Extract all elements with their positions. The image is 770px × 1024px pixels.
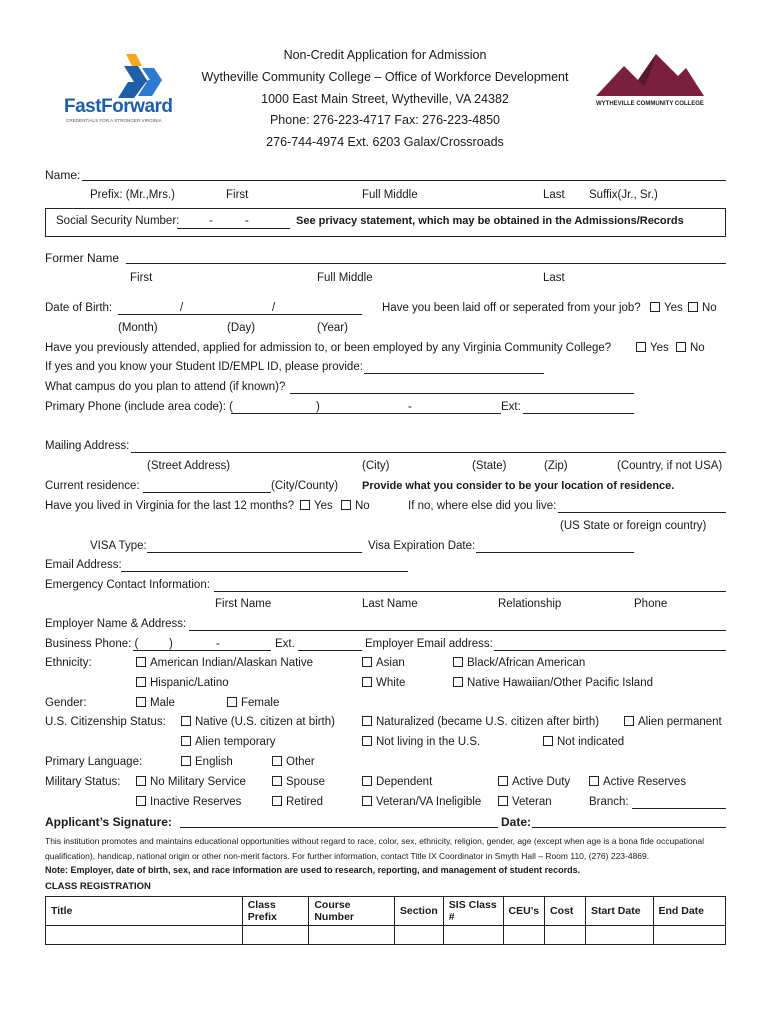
military-option[interactable] (362, 776, 432, 788)
col-cost: Cost (545, 897, 586, 926)
business-ext-label: Ext. (275, 638, 295, 650)
registration-title: CLASS REGISTRATION (45, 881, 151, 892)
college-address: 1000 East Main Street, Wytheville, VA 24382 (261, 92, 509, 106)
residence-suffix: (City/County) (271, 480, 339, 492)
residence-label: Current residence: (45, 480, 140, 492)
dob-label: Date of Birth: (45, 302, 113, 314)
gender-checkbox[interactable] (136, 697, 146, 707)
phone-dash: - (408, 401, 412, 413)
col-ceus: CEU’s (503, 897, 545, 926)
ssn-field[interactable] (177, 228, 290, 229)
military-checkbox[interactable] (272, 776, 282, 786)
military-label: Military Status: (45, 776, 121, 788)
fastforward-logo (62, 52, 174, 126)
ethnicity-option-label: White (376, 677, 406, 689)
emergency-relationship-hint: Relationship (498, 598, 562, 610)
fastforward-chevron-icon (62, 52, 174, 102)
virginia-where-label: If no, where else did you live: (408, 500, 557, 512)
business-phone-field[interactable] (133, 650, 271, 651)
ethnicity-option-label: American Indian/Alaskan Native (150, 657, 313, 669)
former-name-field[interactable] (126, 263, 726, 264)
ethnicity-checkbox[interactable] (136, 657, 146, 667)
wcc-wordmark: WYTHEVILLE COMMUNITY COLLEGE (596, 101, 704, 107)
phone-close-paren: ) (316, 401, 320, 413)
wcc-logo (594, 48, 706, 112)
college-galax-phone: 276-744-4974 Ext. 6203 Galax/Crossroads (266, 135, 504, 149)
citizenship-checkbox[interactable] (543, 736, 553, 746)
military-option[interactable] (136, 796, 241, 808)
citizenship-checkbox[interactable] (181, 736, 191, 746)
language-label: Primary Language: (45, 756, 143, 768)
signature-label: Applicant’s Signature: (45, 815, 172, 829)
citizenship-option-label: Alien permanent (638, 716, 722, 728)
registration-table (45, 896, 726, 945)
phone-ext-field[interactable] (523, 413, 634, 414)
military-checkbox[interactable] (498, 776, 508, 786)
student-id-label: If yes and you know your Student ID/EMPL ID, please provide: (45, 361, 363, 373)
citizenship-option[interactable] (181, 716, 335, 728)
military-option[interactable] (589, 776, 686, 788)
signature-field[interactable] (180, 827, 498, 828)
virginia-no-checkbox[interactable] (341, 500, 351, 510)
laid-off-yes[interactable] (650, 302, 683, 314)
military-option-label: Spouse (286, 776, 326, 788)
citizenship-option[interactable] (362, 736, 480, 748)
laid-off-no[interactable] (688, 302, 717, 314)
ssn-label: Social Security Number: (56, 215, 180, 227)
fastforward-tagline: CREDENTIALS FOR A STRONGER VIRGINIA (66, 118, 162, 123)
ethnicity-option[interactable] (453, 677, 653, 689)
ethnicity-checkbox[interactable] (453, 677, 463, 687)
citizenship-option-label: Not living in the U.S. (376, 736, 481, 748)
registration-cell[interactable] (443, 926, 503, 945)
language-option[interactable] (272, 756, 315, 768)
virginia-question: Have you lived in Virginia for the last 12 months? (45, 500, 295, 512)
gender-option-label: Female (241, 697, 280, 709)
registration-cell[interactable] (545, 926, 586, 945)
ethnicity-option-label: Hispanic/Latino (150, 677, 229, 689)
residence-field[interactable] (143, 492, 271, 493)
form-title: Non-Credit Application for Admission (283, 48, 487, 62)
citizenship-option-label: Alien temporary (195, 736, 276, 748)
name-first-hint: First (226, 189, 249, 201)
email-label: Email Address: (45, 559, 122, 571)
military-checkbox[interactable] (272, 796, 282, 806)
dob-field[interactable] (118, 314, 362, 315)
col-class-prefix: Class Prefix (242, 897, 309, 926)
college-office: Wytheville Community College – Office of Workforce Development (201, 70, 569, 84)
military-option-label: Veteran/VA Ineligible (376, 796, 482, 808)
citizenship-option-label: Not indicated (557, 736, 625, 748)
name-middle-hint: Full Middle (362, 189, 418, 201)
residence-note: Provide what you consider to be your location of residence. (362, 480, 675, 492)
military-option[interactable] (272, 796, 323, 808)
former-name-label: Former Name (45, 251, 120, 265)
gender-checkbox[interactable] (227, 697, 237, 707)
email-field[interactable] (121, 571, 408, 572)
visa-expiration-field[interactable] (476, 552, 634, 553)
employer-label: Employer Name & Address: (45, 618, 187, 630)
gender-label: Gender: (45, 697, 87, 709)
military-checkbox[interactable] (136, 796, 146, 806)
virginia-no[interactable] (341, 500, 370, 512)
citizenship-option[interactable] (181, 736, 276, 748)
ethnicity-option[interactable] (362, 677, 405, 689)
laid-off-no-label: No (702, 302, 717, 314)
ssn-dash-2: - (245, 215, 249, 227)
military-option-label: Veteran (512, 796, 552, 808)
business-ext-field[interactable] (298, 650, 362, 651)
student-id-field[interactable] (364, 373, 544, 374)
ethnicity-checkbox[interactable] (362, 677, 372, 687)
visa-type-field[interactable] (147, 552, 362, 553)
dob-slash-2: / (272, 302, 276, 314)
military-checkbox[interactable] (136, 776, 146, 786)
dob-day-hint: (Day) (227, 322, 256, 334)
ssn-dash-1: - (209, 215, 213, 227)
citizenship-checkbox[interactable] (624, 716, 634, 726)
citizenship-option[interactable] (362, 716, 599, 728)
registration-cell[interactable] (585, 926, 653, 945)
gender-option[interactable] (136, 697, 175, 709)
language-checkbox[interactable] (181, 756, 191, 766)
military-option[interactable] (136, 776, 246, 788)
attended-yes[interactable] (636, 342, 669, 354)
citizenship-option-label: Native (U.S. citizen at birth) (195, 716, 335, 728)
virginia-yes-label: Yes (314, 500, 333, 512)
primary-phone-field[interactable] (231, 413, 501, 414)
dob-slash-1: / (180, 302, 184, 314)
language-option-label: English (195, 756, 233, 768)
mountain-icon (594, 48, 706, 100)
date-field[interactable] (532, 827, 726, 828)
gender-option-label: Male (150, 697, 175, 709)
citizenship-option[interactable] (543, 736, 624, 748)
privacy-note: See privacy statement, which may be obtained in the Admissions/Records (296, 215, 684, 227)
employer-field[interactable] (189, 630, 726, 631)
dob-month-hint: (Month) (118, 322, 158, 334)
col-start-date: Start Date (585, 897, 653, 926)
military-checkbox[interactable] (498, 796, 508, 806)
visa-expiration-label: Visa Expiration Date: (368, 540, 476, 552)
ethnicity-checkbox[interactable] (136, 677, 146, 687)
former-first-hint: First (130, 272, 153, 284)
mailing-field[interactable] (131, 452, 726, 453)
dob-year-hint: (Year) (317, 322, 348, 334)
registration-cell[interactable] (653, 926, 726, 945)
attended-yes-label: Yes (650, 342, 669, 354)
phone-ext-label: Ext: (501, 401, 521, 413)
military-checkbox[interactable] (589, 776, 599, 786)
military-option-label: Active Duty (512, 776, 571, 788)
citizenship-checkbox[interactable] (362, 736, 372, 746)
attended-no-checkbox[interactable] (676, 342, 686, 352)
military-option[interactable] (498, 776, 570, 788)
emergency-phone-hint: Phone (634, 598, 668, 610)
registration-header-row (46, 897, 726, 926)
attended-no-label: No (690, 342, 705, 354)
name-field[interactable] (82, 180, 726, 181)
ethnicity-option-label: Asian (376, 657, 405, 669)
citizenship-checkbox[interactable] (362, 716, 372, 726)
laid-off-yes-checkbox[interactable] (650, 302, 660, 312)
col-course-number: Course Number (309, 897, 395, 926)
emergency-field[interactable] (214, 591, 726, 592)
employer-email-field[interactable] (494, 650, 726, 651)
ethnicity-option[interactable] (453, 657, 585, 669)
mailing-street-hint: (Street Address) (147, 460, 231, 472)
emergency-label: Emergency Contact Information: (45, 579, 210, 591)
military-option-label: Inactive Reserves (150, 796, 242, 808)
virginia-yes-checkbox[interactable] (300, 500, 310, 510)
ethnicity-checkbox[interactable] (362, 657, 372, 667)
language-option[interactable] (181, 756, 233, 768)
ethnicity-option-label: Black/African American (467, 657, 586, 669)
military-checkbox[interactable] (362, 796, 372, 806)
registration-cell[interactable] (46, 926, 243, 945)
military-checkbox[interactable] (362, 776, 372, 786)
attended-no[interactable] (676, 342, 705, 354)
military-option[interactable] (362, 796, 481, 808)
campus-field[interactable] (290, 393, 634, 394)
military-option-label: Dependent (376, 776, 433, 788)
business-phone-label: Business Phone: ( (45, 638, 139, 650)
military-option-label: Retired (286, 796, 324, 808)
attended-yes-checkbox[interactable] (636, 342, 646, 352)
records-note: Note: Employer, date of birth, sex, and race information are used to research, reporting, and management of student records. (45, 865, 581, 875)
virginia-where-field[interactable] (558, 512, 726, 513)
mailing-state-hint: (State) (472, 460, 507, 472)
military-option[interactable] (272, 776, 325, 788)
ethnicity-option[interactable] (136, 677, 229, 689)
registration-cell[interactable] (394, 926, 443, 945)
ethnicity-option[interactable] (362, 657, 405, 669)
military-option[interactable] (498, 796, 552, 808)
col-section: Section (394, 897, 443, 926)
virginia-where-hint: (US State or foreign country) (560, 520, 707, 532)
military-option-label: No Military Service (150, 776, 246, 788)
registration-cell[interactable] (309, 926, 395, 945)
citizenship-checkbox[interactable] (181, 716, 191, 726)
ethnicity-option[interactable] (136, 657, 313, 669)
branch-label: Branch: (589, 796, 629, 808)
military-option-label: Active Reserves (603, 776, 687, 788)
registration-cell[interactable] (503, 926, 545, 945)
name-suffix-hint: Suffix(Jr., Sr.) (589, 189, 658, 201)
date-label: Date: (501, 815, 532, 829)
registration-row[interactable] (46, 926, 726, 945)
mailing-city-hint: (City) (362, 460, 390, 472)
virginia-yes[interactable] (300, 500, 333, 512)
laid-off-no-checkbox[interactable] (688, 302, 698, 312)
registration-cell[interactable] (242, 926, 309, 945)
citizenship-option-label: Naturalized (became U.S. citizen after birth) (376, 716, 600, 728)
col-title: Title (46, 897, 243, 926)
language-checkbox[interactable] (272, 756, 282, 766)
attended-question: Have you previously attended, applied for admission to, or been employed by any Virginia Community College? (45, 342, 612, 354)
mailing-country-hint: (Country, if not USA) (617, 460, 723, 472)
visa-type-label: VISA Type: (90, 540, 147, 552)
col-end-date: End Date (653, 897, 726, 926)
ethnicity-option-label: Native Hawaiian/Other Pacific Island (467, 677, 653, 689)
nondiscrimination-notice-1: This institution promotes and maintains educational opportunities without regard to race, color, sex, ethnicity, religion, gender, age (except when age is a bona fide occupational (45, 836, 704, 846)
primary-phone-label: Primary Phone (include area code): ( (45, 401, 233, 413)
name-prefix-hint: Prefix: (Mr.,Mrs.) (90, 189, 175, 201)
citizenship-label: U.S. Citizenship Status: (45, 716, 166, 728)
gender-option[interactable] (227, 697, 279, 709)
former-middle-hint: Full Middle (317, 272, 373, 284)
laid-off-yes-label: Yes (664, 302, 683, 314)
business-phone-dash: - (216, 638, 220, 650)
college-phone: Phone: 276-223-4717 Fax: 276-223-4850 (269, 113, 501, 127)
nondiscrimination-notice-2: qualification), handicap, national origin or other non-merit factors. For further information, contact Title IX Coordinator in Smyth Hall – Room 110, (276) 223-4869. (45, 851, 650, 861)
fastforward-wordmark: FastForward (64, 96, 173, 117)
mailing-zip-hint: (Zip) (544, 460, 568, 472)
citizenship-option[interactable] (624, 716, 722, 728)
col-sis-class: SIS Class # (443, 897, 503, 926)
name-last-hint: Last (543, 189, 565, 201)
former-last-hint: Last (543, 272, 565, 284)
mailing-label: Mailing Address: (45, 440, 130, 452)
ethnicity-checkbox[interactable] (453, 657, 463, 667)
name-label: Name: (45, 168, 81, 182)
language-option-label: Other (286, 756, 315, 768)
employer-email-label: Employer Email address: (365, 638, 493, 650)
emergency-first-hint: First Name (215, 598, 272, 610)
campus-label: What campus do you plan to attend (if known)? (45, 381, 286, 393)
business-phone-paren: ) (169, 638, 173, 650)
branch-field[interactable] (632, 808, 726, 809)
laid-off-question: Have you been laid off or seperated from your job? (382, 302, 641, 314)
emergency-last-hint: Last Name (362, 598, 418, 610)
ethnicity-label: Ethnicity: (45, 657, 92, 669)
virginia-no-label: No (355, 500, 370, 512)
